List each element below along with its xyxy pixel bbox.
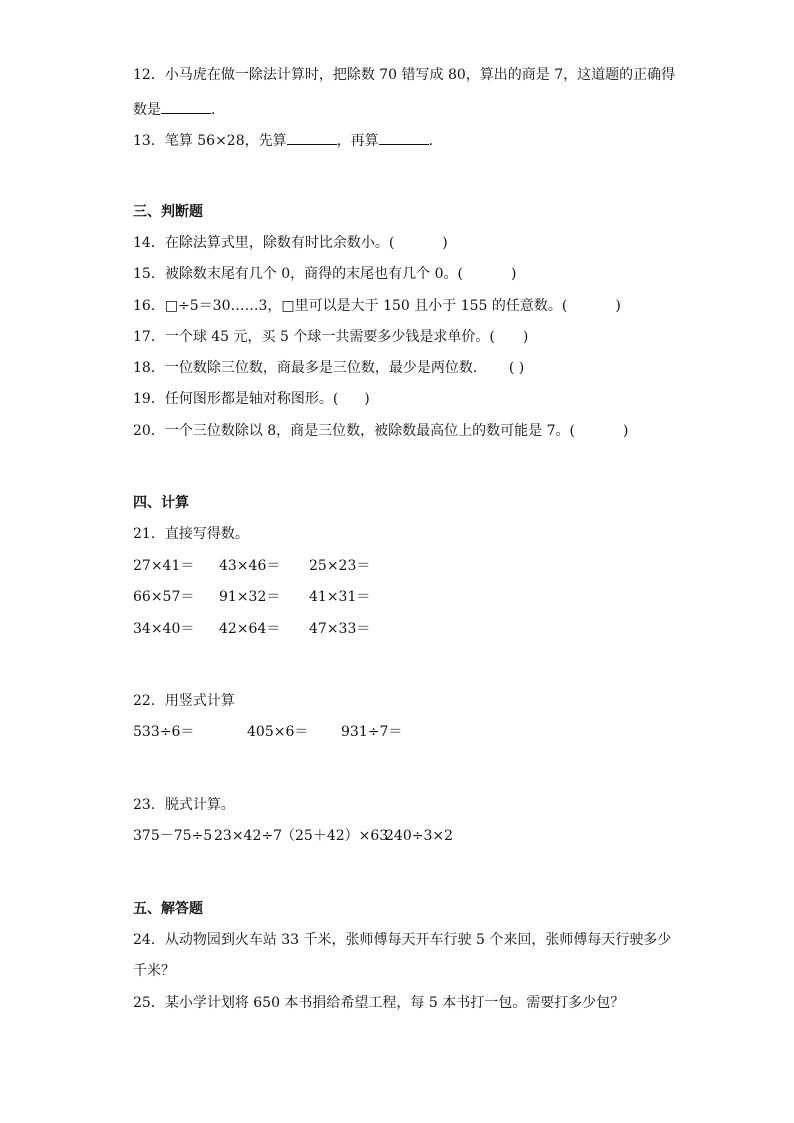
question-20: [133, 422, 628, 440]
question-12-line-2: [133, 99, 225, 119]
question-16: [133, 297, 621, 315]
close-paren: ): [522, 329, 529, 345]
question-12-text-before-blank: 数是: [133, 102, 161, 118]
calc-item: 27×41＝: [133, 558, 195, 574]
question-23-label: 23．脱式计算。: [133, 797, 235, 813]
answer-blank[interactable]: [379, 130, 429, 145]
close-paren: ): [511, 266, 517, 282]
calc-item: 43×46＝: [219, 558, 281, 574]
question-24-line-2: 千米？: [133, 963, 175, 979]
close-paren: ): [442, 235, 448, 251]
vertical-calc-item: 405×6＝: [247, 724, 309, 740]
question-12-text-after-blank: ．: [211, 102, 225, 118]
vertical-calc-item: 931÷7＝: [341, 724, 403, 740]
question-17: [133, 328, 528, 346]
stepwise-calc-item: （25＋42）×63: [281, 828, 389, 844]
calc-item: 25×23＝: [309, 558, 371, 574]
question-19: [133, 390, 370, 408]
question-text: 20．一个三位数除以 8，商是三位数，被除数最高位上的数可能是 7。(: [133, 423, 575, 439]
calc-item: 41×31＝: [309, 589, 371, 605]
calc-item: 42×64＝: [219, 621, 281, 637]
question-13-text-start: 13．笔算 56×28，先算: [133, 133, 287, 149]
question-24-line-1: 24．从动物园到火车站 33 千米，张师傅每天开车行驶 5 个来回，张师傅每天行驶多少: [133, 932, 672, 948]
section-title-judgment: 三、判断题: [133, 204, 203, 220]
close-paren: ): [623, 423, 629, 439]
question-text: 18．一位数除三位数，商最多是三位数，最少是两位数．: [133, 360, 487, 376]
close-paren: ): [615, 298, 621, 314]
close-paren: ): [364, 391, 370, 407]
vertical-calc-item: 533÷6＝: [133, 724, 195, 740]
question-text: 14．在除法算式里，除数有时比余数小。(: [133, 235, 395, 251]
stepwise-calc-item: 240÷3×2: [385, 828, 453, 844]
question-22-label: 22．用竖式计算: [133, 693, 235, 709]
question-12-line-1: 12．小马虎在做一除法计算时，把除数 70 错写成 80，算出的商是 7，这道题的正确得: [133, 67, 676, 83]
calc-item: 34×40＝: [133, 621, 195, 637]
question-text: 17．一个球 45 元，买 5 个球一共需要多少钱是求单价。(: [133, 329, 495, 345]
question-13: [133, 130, 443, 150]
calc-item: 91×32＝: [219, 589, 281, 605]
question-15: [133, 265, 516, 283]
question-13-text-end: ．: [428, 133, 443, 149]
section-title-word-problems: 五、解答题: [133, 901, 203, 917]
question-text: 16．□÷5＝30……3，□里可以是大于 150 且小于 155 的任意数。(: [133, 298, 568, 314]
answer-blank[interactable]: [161, 99, 211, 114]
question-21-label: 21．直接写得数。: [133, 526, 249, 542]
question-text: 15．被除数末尾有几个 0，商得的末尾也有几个 0。(: [133, 266, 463, 282]
question-18: [133, 359, 524, 377]
question-13-text-middle: ，再算: [336, 133, 379, 149]
stepwise-calc-item: 375－75÷5: [133, 828, 213, 844]
question-text: 19．任何图形都是轴对称图形。(: [133, 391, 339, 407]
calc-item: 66×57＝: [133, 589, 195, 605]
stepwise-calc-item: 23×42÷7: [214, 828, 282, 844]
answer-blank[interactable]: [287, 130, 337, 145]
question-14: [133, 234, 448, 252]
answer-paren[interactable]: ( ): [508, 360, 525, 376]
section-title-calculation: 四、计算: [133, 495, 189, 511]
calc-item: 47×33＝: [309, 621, 371, 637]
question-25: 25．某小学计划将 650 本书捐给希望工程，每 5 本书打一包。需要打多少包？: [133, 995, 625, 1011]
